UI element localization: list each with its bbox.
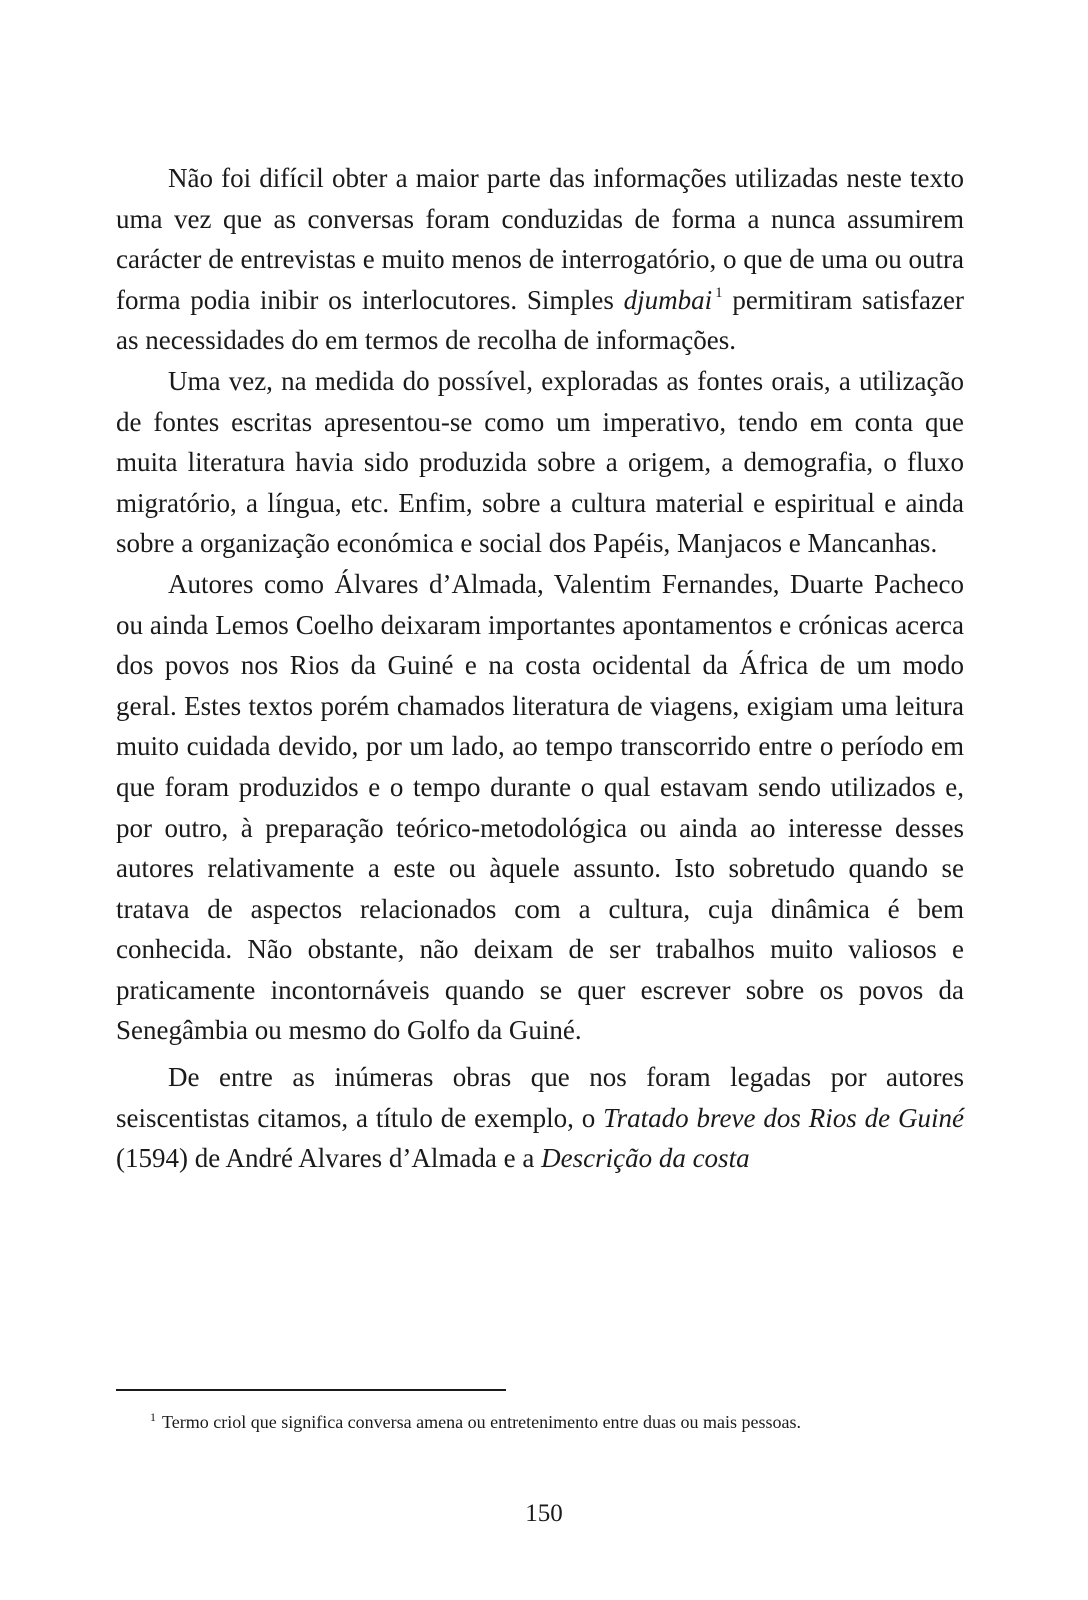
paragraph-3: Autores como Álvares d’Almada, Valentim Fernandes, Duarte Pacheco ou ainda Lemos Coelho deixaram importantes apontamentos e crónicas acerca dos povos nos Rios da Guiné e na costa ocidental da África de um modo geral. Estes textos porém chamados literatura de viagens, exigiam uma leitura muito cuidada devido, por um lado, ao tempo transcorrido entre o período em que foram produzidos e o tempo durante o qual estavam sendo utilizados e, por outro, à preparação teórico-metodológica ou ainda ao interesse desses autores relativamente a este ou àquele assunto. Isto sobretudo quando se tratava de aspectos relacionados com a cultura, cuja dinâmica é bem conhecida. Não obstante, não deixam de ser trabalhos muito valiosos e praticamente incontornáveis quando se quer escrever sobre os povos da Senegâmbia ou mesmo do Golfo da Guiné.: [116, 568, 964, 1046]
paragraph-4-text-start: De entre as inúmeras obras que nos foram legadas por autores seiscentistas citamos, a título de exemplo, o: [116, 1062, 964, 1133]
paragraph-1-text-start: Não foi difícil obter a maior parte das informações utilizadas neste texto uma vez que as conversas foram conduzidas de forma a nunca assumirem carácter de entrevistas e muito menos de interrogatório, o que de uma ou outra forma podia inibir os interlocutores. Simples: [116, 163, 964, 315]
footnote-reference[interactable]: 1: [715, 284, 723, 301]
footnote-mark: 1: [150, 1410, 156, 1424]
footnote: [116, 1408, 964, 1436]
paragraph-2: Uma vez, na medida do possível, exploradas as fontes orais, a utilização de fontes escritas apresentou-se como um imperativo, tendo em conta que muita literatura havia sido produzida sobre a origem, a demografia, o fluxo migratório, a língua, etc. Enfim, sobre a cultura material e espiritual e ainda sobre a organização económica e social dos Papéis, Manjacos e Mancanhas.: [116, 365, 964, 559]
paragraph-4-text-middle: (1594) de André Alvares d’Almada e a: [116, 1143, 542, 1174]
paragraph-1: [116, 158, 964, 361]
page-number: 150: [525, 1500, 563, 1527]
body-text: [116, 158, 964, 1179]
book-title-descricao: Descrição da costa: [541, 1143, 750, 1174]
paragraph-1-text-end: permitiram satisfazer as necessidades do em termos de recolha de informações.: [116, 284, 964, 356]
footnote-divider: [116, 1389, 506, 1391]
term-djumbai: djumbai: [623, 284, 713, 315]
footnote-text: Termo criol que significa conversa amena ou entretenimento entre duas ou mais pessoas.: [162, 1412, 802, 1432]
paragraph-4: [116, 1057, 964, 1179]
book-title-tratado: Tratado breve dos Rios de Guiné: [603, 1102, 964, 1133]
